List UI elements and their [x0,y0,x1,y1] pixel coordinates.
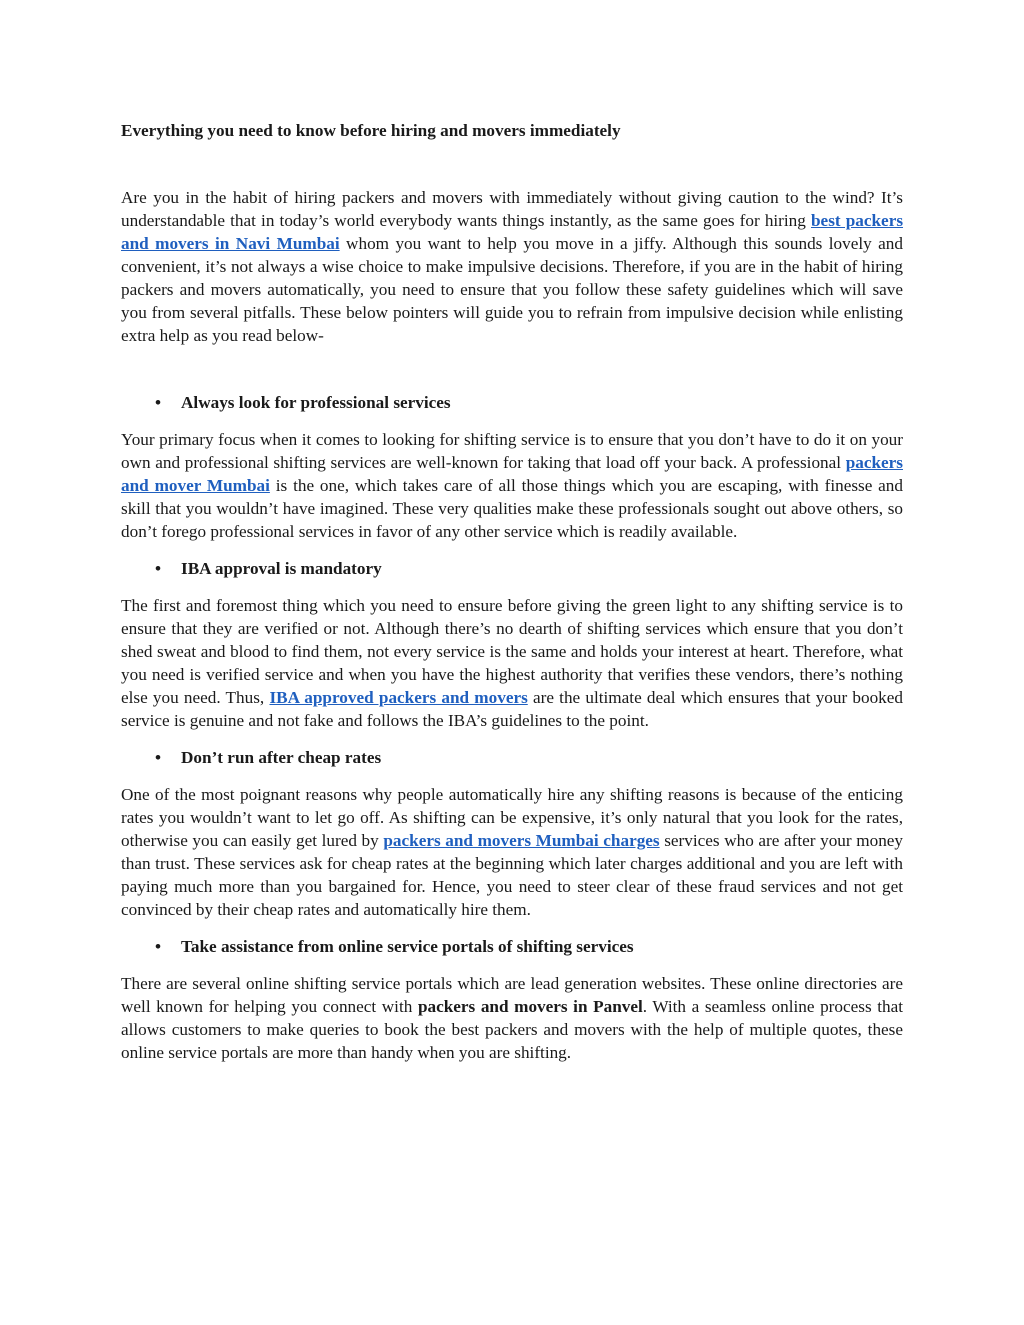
intro-text-end: whom you want to help you move in a jiffy. Although this sounds lovely and convenient, it’s not always a wise choice to make impulsive decisions. Therefore, if you are in the habit of hiring packers and movers automatically, you need to ensure that you follow these safety guidelines which will save you from several pitfalls. These below pointers will guide you to refrain from impulsive decision while enlisting extra help as you read below- [121,234,903,345]
section-paragraph-cheap-rates [121,783,903,921]
bold-text-panvel: packers and movers in Panvel [417,997,643,1016]
section-heading-online-portals [121,935,903,958]
section-heading-iba [121,557,903,580]
intro-text-start: Are you in the habit of hiring packers and movers with immediately without giving caution to the wind? It’s understandable that in today’s world everybody wants things instantly, as the same goes for hiring [121,188,903,230]
section-paragraph-iba [121,594,903,732]
link-mumbai-charges[interactable]: packers and movers Mumbai charges [383,831,660,850]
link-navi-mumbai[interactable]: best packers and movers in Navi Mumbai [121,211,904,253]
intro-paragraph [121,186,903,347]
section-heading-cheap-rates [121,746,903,769]
section-heading-text: IBA approval is mandatory [181,559,382,578]
paragraph-text-end: are the ultimate deal which ensures that your booked service is genuine and not fake and follows the IBA’s guidelines to the point. [121,688,904,730]
bullet-icon: • [155,559,162,578]
paragraph-text-end: services who are after your money than trust. These services ask for cheap rates at the beginning which later charges additional and you are left with paying much more than you bargained for. Hence, you need to steer clear of these fraud services and not get convinced by their cheap rates and automatically hire them. [121,831,904,919]
section-heading-text: Don’t run after cheap rates [181,748,382,767]
paragraph-text-start: There are several online shifting service portals which are lead generation websites. These online directories are well known for helping you connect with [121,974,903,1016]
bullet-icon: • [155,748,162,767]
paragraph-text-start: The first and foremost thing which you need to ensure before giving the green light to any shifting service is to ensure that they are verified or not. Although there’s no dearth of shifting services which ensure that you don’t shed sweat and blood to find them, not every service is the same and holds your interest at heart. Therefore, what you need is verified service and when you have the highest authority that verifies these vendors, there’s nothing else you need. Thus, [121,596,903,707]
paragraph-text-end: is the one, which takes care of all those things which you are escaping, with finesse and skill that you wouldn’t have imagined. These very qualities make these professionals sought out above others, so don’t forego professional services in favor of any other service which is readily available. [121,476,903,541]
paragraph-text-start: Your primary focus when it comes to looking for shifting service is to ensure that you don’t have to do it on your own and professional shifting services are well-known for taking that load off your back. A professional [121,430,903,472]
section-paragraph-professional [121,428,903,543]
bullet-icon: • [155,937,162,956]
section-paragraph-online-portals [121,972,903,1064]
section-heading-professional [121,391,903,414]
paragraph-text-start: One of the most poignant reasons why people automatically hire any shifting reasons is because of the enticing rates you wouldn’t want to let go off. As shifting can be expensive, it’s only natural that you look for the rates, otherwise you can easily get lured by [121,785,903,850]
paragraph-text-end: . With a seamless online process that allows customers to make queries to book the best packers and movers with the help of multiple quotes, these online service portals are more than handy when you are shifting. [121,997,904,1062]
bullet-icon: • [155,393,162,412]
section-heading-text: Always look for professional services [181,393,451,412]
section-heading-text: Take assistance from online service portals of shifting services [181,937,634,956]
link-packers-mover-mumbai[interactable]: packers and mover Mumbai [121,453,903,495]
link-iba-approved[interactable]: IBA approved packers and movers [269,688,528,707]
document-page [121,119,903,1064]
document-title: Everything you need to know before hiring and movers immediately [121,121,621,140]
